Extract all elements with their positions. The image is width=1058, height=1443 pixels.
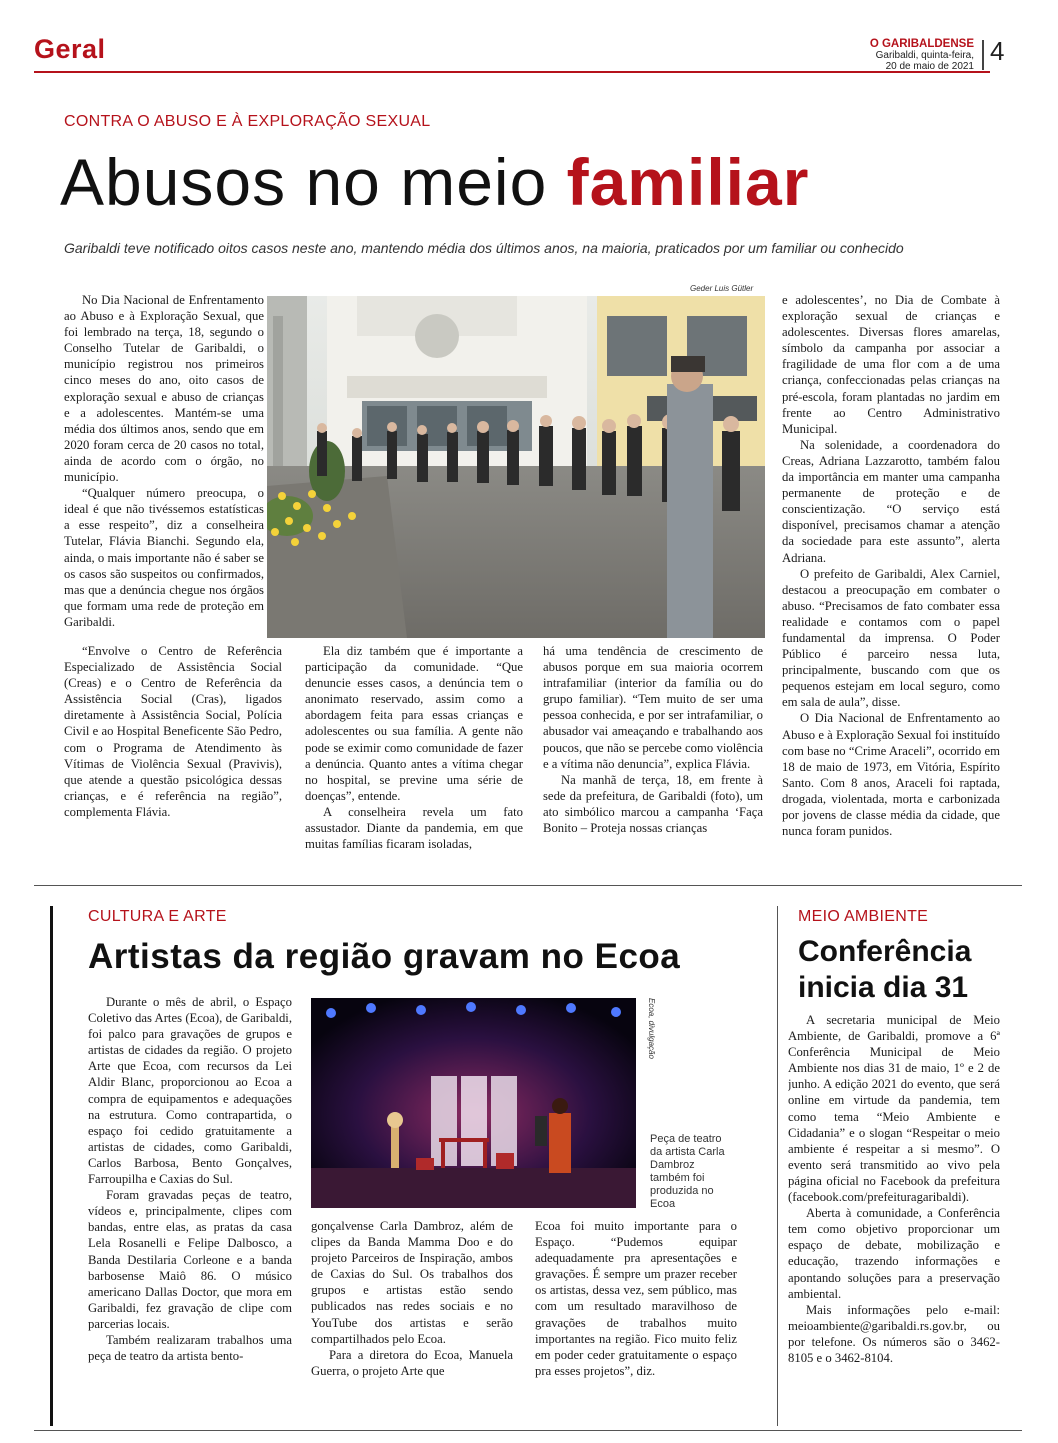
story1-kicker: CONTRA O ABUSO E À EXPLORAÇÃO SEXUAL [64, 113, 431, 130]
page-number: 4 [990, 36, 1005, 66]
photo-credit: Geder Luis Gütler [690, 284, 754, 293]
story1-column-4: e adolescentes’, no Dia de Combate à exploração sexual de crianças e adolescentes. Diversas flores amarelas, símbolo da campanha por associar a fragilidade de uma flor com a de uma criança, confeccionadas pelas crianças na pré-escola, foram plantadas no jardim em frente ao Centro Administrativo Municipal. Na solenidade, a coordenadora do Creas, Adriana Lazzarotto, também falou da importância em manter uma campanha permanente de proteção e de conscientização. “O serviço está disponível, precisamos chamar a atenção da sociedade para este assunto”, alerta Adriana. O prefeito de Garibaldi, Alex Carniel, destacou a preocupação em combater o abuso. “Precisamos de fato combater essa realidade e contamos com o papel fundamental da imprensa. O Poder Público é parceiro nessa luta, principalmente, buscando com que os pequenos estejam em local seguro, como em sala de aula”, disse. O Dia Nacional de Enfrentamento ao Abuso e à Exploração Sexual foi instituído com base no “Crime Araceli”, ocorrido em 18 de maio de 1973, em Vitória, Espírito Santo. Com 8 anos, Araceli foi raptada, drogada, violentada, morta e carbonizada por jovens de classe média da cidade, que nunca foram punidos. [782, 293, 1000, 839]
story2-photo-caption: Peça de teatro da artista Carla Dambroz também foi produzida no Ecoa [650, 1133, 725, 1210]
story3-column: A secretaria municipal de Meio Ambiente, de Garibaldi, promove a 6ª Conferência Municipal de Meio Ambiente nos dias 31 de maio, 1º e 2 de junho. A edição 2021 do evento, que será online em virtude da pandemia, tem como tema “Meio Ambiente e Cidadania” e o slogan “Respeitar o meio ambiente é respeitar a si mesmo”. O evento será transmitido ao vivo pela página oficial no Facebook da prefeitura (facebook.com/prefeituragaribaldi). Aberta à comunidade, a Conferência tem como objetivo proporcionar um espaço de debate, mobilização e educação, trazendo informações e apontando soluções para a preservação ambiental. Mais informações pelo e-mail: meioambiente@garibaldi.rs.gov.br, ou por telefone. Os números são o 3462-8105 e o 3462-8104. [788, 1013, 1000, 1365]
dateline-line1: Garibaldi, quinta-feira, [875, 50, 974, 61]
story1-subtitle: Garibaldi teve notificado oitos casos neste ano, mantendo média dos últimos anos, na maioria, praticados por um familiar ou conhecido [64, 240, 904, 256]
section-separator [34, 885, 1022, 886]
story1-headline [60, 140, 809, 224]
story2-headline: Artistas da região gravam no Ecoa [88, 937, 681, 976]
story2-column-1: Durante o mês de abril, o Espaço Coletivo das Artes (Ecoa), de Garibaldi, foi palco para gravações de grupos e artistas de cidades da região. O projeto Arte que Ecoa, com recursos da Lei Aldir Blanc, proporcionou ao Ecoa a compra de equipamentos e adequações na estrutura. Como contrapartida, o espaço foi cedido gratuitamente a artistas de cidades, como Garibaldi, Carlos Barbosa, Bento Gonçalves, Farroupilha e Caxias do Sul. Foram gravadas peças de teatro, vídeos e, principalmente, clipes com bandas, entre elas, as pratas da casa Lela Rosanelli e Felipe Dalbosco, a Banda Destilaria Corleone e a banda barbosense Maiô 86. O músico americano Dallas Doctor, que mora em Garibaldi, fez gravação de clipe com parcerias locais. Também realizaram trabalhos uma peça de teatro da artista bento- [88, 995, 292, 1364]
story3-headline: Conferência inicia dia 31 [798, 935, 972, 1004]
story2-photo-credit: Ecoa, divulgação [647, 998, 656, 1059]
story3-kicker: MEIO AMBIENTE [798, 908, 929, 925]
story1-column-3: há uma tendência de crescimento de abusos porque em sua maioria ocorrem intrafamiliar (interior da família ou do grupo familiar). “Tem muito de ser uma pessoa conhecida, e por ser intrafamiliar, o abusador vai ameaçando e trabalhando aos poucos, que não se percebe como violência e a vítima não denuncia”, explica Flávia. Na manhã de terça, 18, em frente à sede da prefeitura, de Garibaldi (foto), um ato simbólico marcou a campanha ‘Faça Bonito – Proteja nossas crianças [543, 644, 763, 836]
footer-rule [34, 1430, 1022, 1431]
theater-stage-photo-icon [311, 998, 636, 1208]
section-title: Geral [34, 34, 106, 64]
story2-photo [311, 998, 636, 1208]
story1-photo [267, 296, 765, 638]
story1-column-1b: “Envolve o Centro de Referência Especializado de Assistência Social (Creas) e o Centro de Referência da Assistência Social (Cras), ligados diretamente à Assistência Social, Polícia Civil e ao Hospital Beneficente São Pedro, com o Programa de Atendimento às Vítimas de Violência Sexual (Pravivis), que atende a questão psicológica dessas crianças, e é referência na região”, complementa Flávia. [64, 644, 282, 819]
dateline-line2: 20 de maio de 2021 [885, 61, 974, 72]
header-masthead [790, 38, 974, 72]
header-divider [982, 40, 984, 70]
story2-kicker: CULTURA E ARTE [88, 908, 227, 925]
story2-column-3: Ecoa foi muito importante para o Espaço. “Pudemos equipar adequadamente pra apresentações e gravações. É sempre um prazer receber os artistas, dessa vez, sem público, mas com um resultado maravilhoso de gravações de trabalhos muito importantes na região. Fico muito feliz em poder ceder gratuitamente o espaço pra esses projetos”, diz. [535, 1219, 737, 1378]
paper-name: O GARIBALDENSE [869, 38, 974, 50]
headline-part1: Abusos no meio [60, 145, 567, 219]
story2-left-rule [50, 906, 53, 1426]
story1-column-1: No Dia Nacional de Enfrentamento ao Abuso e à Exploração Sexual, que foi lembrado na terça, 18, segundo o Conselho Tutelar de Garibaldi, o município registrou nos primeiros cinco meses do ano, oito casos de exploração sexual e abuso de crianças e a adolescentes. Mantém-se uma média dos últimos anos, sendo que em 2020 foram cerca de 20 casos no total, ainda de acordo com o órgão, no município. “Qualquer número preocupa, o ideal é que não tivéssemos estatísticas a esse respeito”, diz a conselheira Tutelar, Flávia Bianchi. Segundo ela, ainda, o mais importante não é saber se os casos são suspeitos ou confirmados, mas que a denúncia chegue nos órgãos que formam uma rede de proteção em Garibaldi. [64, 293, 264, 629]
ceremony-photo-icon [267, 296, 765, 638]
story1-column-2: Ela diz também que é importante a participação da comunidade. “Que denuncie esses casos, a denúncia tem o anonimato reservado, assim como a abordagem feita para essas crianças e adolescentes ou sua família. A gente não pode se eximir como comunidade de fazer a denúncia. Quanto antes a vítima chegar no hospital, se previne uma série de doenças”, entende. A conselheira revela um fato assustador. Diante da pandemia, em que muitas famílias ficaram isoladas, [305, 644, 523, 852]
headline-part2: familiar [566, 145, 810, 219]
story3-left-rule [777, 906, 778, 1426]
story2-column-2: gonçalvense Carla Dambroz, além de clipes da Banda Mamma Doo e do projeto Parceiros de Inspiração, ambos de Caxias do Sul. Os trabalhos dos grupos e artistas estão sendo publicados nas redes sociais e no YouTube dos artistas e serão compartilhados pelo Ecoa. Para a diretora do Ecoa, Manuela Guerra, o projeto Arte que [311, 1219, 513, 1378]
